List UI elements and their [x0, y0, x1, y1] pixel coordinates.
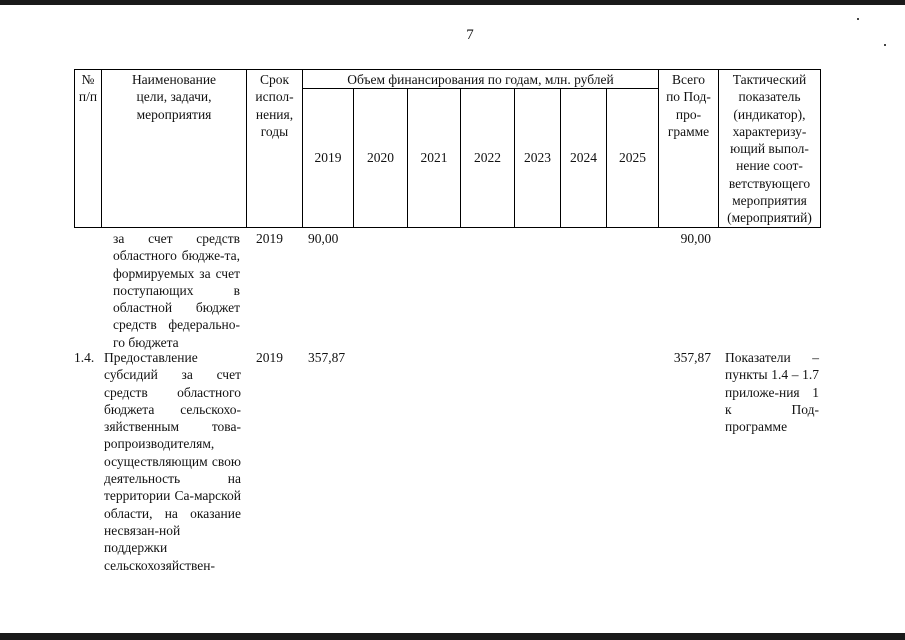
row1-term: 2019 [256, 231, 283, 246]
year-2019: 2019 [314, 150, 342, 165]
year-2022: 2022 [474, 150, 501, 165]
row2-value-2019: 357,87 [308, 350, 346, 365]
year-2025: 2025 [619, 150, 646, 165]
row2-total: 357,87 [673, 350, 711, 365]
year-2024: 2024 [570, 150, 597, 165]
scan-top-border [0, 0, 905, 5]
scan-speck [857, 18, 859, 20]
header-funding: Объем финансирования по годам, млн. рублей [347, 72, 614, 87]
scan-bottom-border [0, 633, 905, 640]
year-2023: 2023 [524, 150, 551, 165]
row1-total: 90,00 [680, 231, 711, 246]
row2-indicator: Показатели – пункты 1.4 – 1.7 приложе-ния 1 к Под-программе [725, 350, 819, 435]
row2-num: 1.4. [74, 350, 95, 365]
header-num: № п/п [78, 72, 98, 105]
row2-term: 2019 [256, 350, 283, 365]
row1-value-2019: 90,00 [308, 231, 339, 246]
year-2020: 2020 [367, 150, 394, 165]
year-2021: 2021 [420, 150, 448, 165]
header-term: Срок испол- нения, годы [255, 72, 294, 139]
header-indicator: Тактический показатель (индикатор), характеризу- ющий выпол- нение соот- ветствующего мероприятия (мероприятий) [727, 72, 812, 226]
row2-name: Предоставление субсидий за счет средств областного бюджета сельскохо-зяйственным това-ропроизводителям, осуществляющим свою деятельность на территории Са-марской области, на оказание несвязан-ной поддержки сельскохозяйствен- [104, 350, 241, 573]
header-name: Наименование цели, задачи, мероприятия [131, 72, 217, 122]
header-total: Всего по Под- про- грамме [666, 72, 711, 139]
row1-name: за счет средств областного бюдже-та, формируемых за счет поступающих в областной бюджет средств федерально-го бюджета [113, 231, 240, 350]
page-number: 7 [466, 27, 474, 43]
scan-speck [884, 44, 886, 46]
